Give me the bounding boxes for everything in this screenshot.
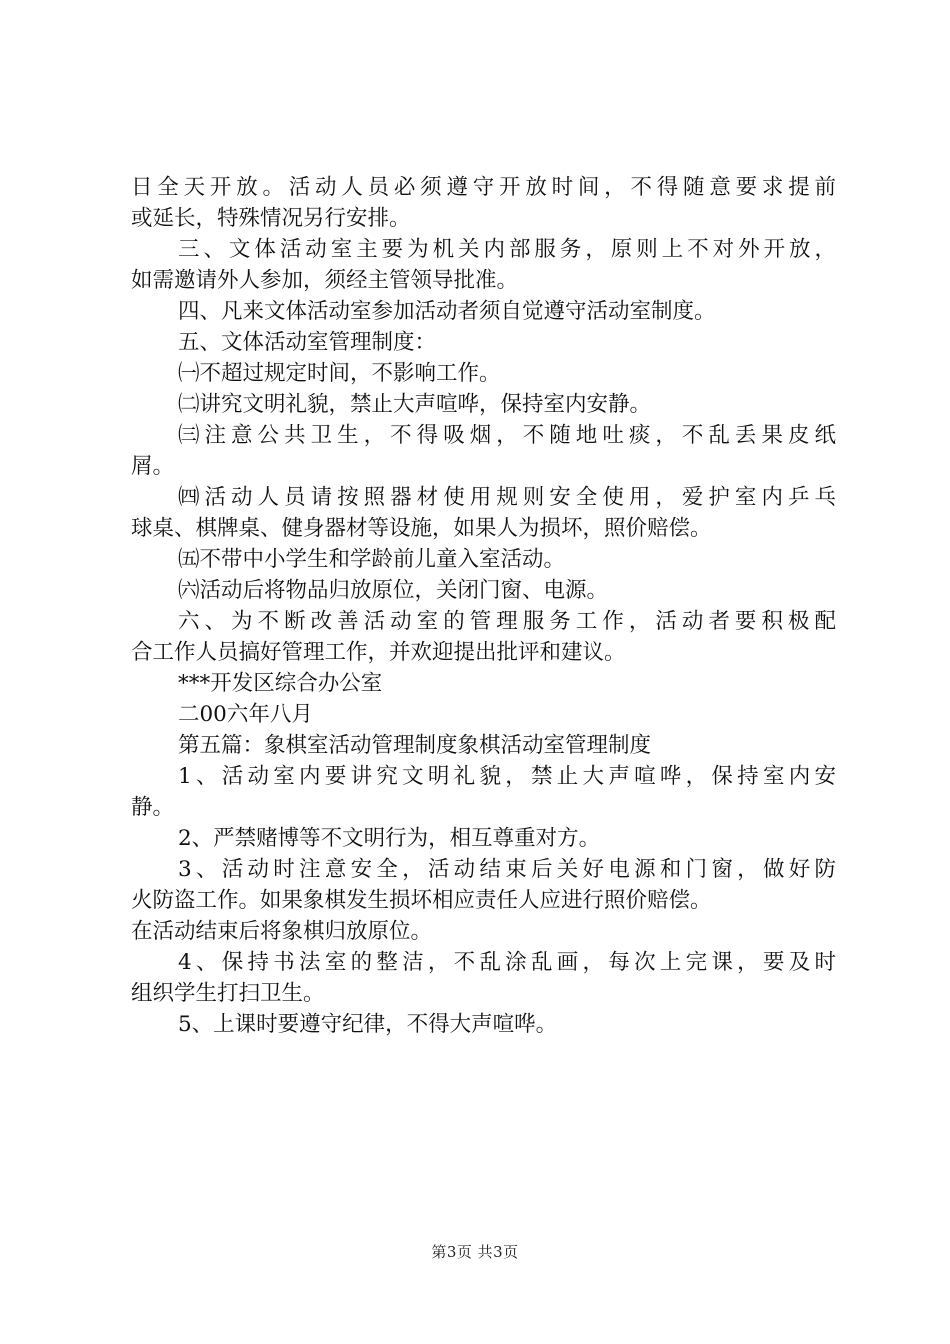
document-line (131, 730, 836, 761)
document-line (131, 792, 836, 823)
document-line-text: 第五篇：象棋室活动管理制度象棋活动室管理制度 (178, 733, 652, 758)
document-line (131, 761, 836, 792)
document-line-text: 二00六年八月 (178, 702, 313, 727)
document-line (131, 420, 836, 451)
document-line-text: 组织学生打扫卫生。 (131, 981, 325, 1006)
document-line (131, 637, 836, 668)
document-line (131, 606, 836, 637)
document-line (131, 668, 836, 699)
document-line-text: ㈠不超过规定时间，不影响工作。 (178, 361, 501, 386)
document-line (131, 203, 836, 234)
document-line-text: 3、活动时注意安全，活动结束后关好电源和门窗，做好防 (178, 857, 836, 882)
document-line (131, 978, 836, 1009)
document-line (131, 854, 836, 885)
document-line-text: 合工作人员搞好管理工作，并欢迎提出批评和建议。 (131, 640, 626, 665)
document-line-text: 5、上课时要遵守纪律，不得大声喧哗。 (178, 1012, 558, 1037)
document-line (131, 885, 836, 916)
document-line (131, 482, 836, 513)
document-line-text: ㈤不带中小学生和学龄前儿童入室活动。 (178, 547, 566, 572)
document-line (131, 358, 836, 389)
document-line-text: 静。 (131, 795, 175, 820)
document-line (131, 947, 836, 978)
document-line-text: 或延长，特殊情况另行安排。 (131, 206, 411, 231)
document-line-text: 如需邀请外人参加，须经主管领导批准。 (131, 268, 519, 293)
document-line-text: ㈡讲究文明礼貌，禁止大声喧哗，保持室内安静。 (178, 392, 652, 417)
document-line-text: 球桌、棋牌桌、健身器材等设施，如果人为损坏，照价赔偿。 (131, 516, 712, 541)
document-line (131, 699, 836, 730)
document-line (131, 172, 836, 203)
document-line (131, 823, 836, 854)
document-line (131, 575, 836, 606)
document-line-text: 火防盗工作。如果象棋发生损坏相应责任人应进行照价赔偿。 (131, 888, 712, 913)
document-line (131, 916, 836, 947)
document-line-text: ㈢注意公共卫生，不得吸烟，不随地吐痰，不乱丢果皮纸 (178, 423, 836, 448)
document-line-text: 在活动结束后将象棋归放原位。 (131, 919, 433, 944)
document-line-text: 2、严禁赌博等不文明行为，相互尊重对方。 (178, 826, 601, 851)
document-line-text: 4、保持书法室的整洁，不乱涂乱画，每次上完课，要及时 (178, 950, 836, 975)
document-line (131, 451, 836, 482)
document-line-text: ㈣活动人员请按照器材使用规则安全使用，爱护室内乒乓 (178, 485, 836, 510)
document-line-text: ***开发区综合办公室 (178, 671, 383, 696)
document-line (131, 544, 836, 575)
document-line-text: 日全天开放。活动人员必须遵守开放时间，不得随意要求提前 (131, 175, 836, 200)
document-line-text: 三、文体活动室主要为机关内部服务，原则上不对外开放， (178, 237, 836, 262)
document-line-text: 屑。 (131, 454, 175, 479)
document-line-text: 1、活动室内要讲究文明礼貌，禁止大声喧哗，保持室内安 (178, 764, 836, 789)
document-line (131, 234, 836, 265)
document-line-text: 四、凡来文体活动室参加活动者须自觉遵守活动室制度。 (178, 299, 716, 324)
document-line (131, 389, 836, 420)
document-line (131, 513, 836, 544)
document-line (131, 296, 836, 327)
page-footer: 第3页 共3页 (431, 1243, 519, 1261)
document-line-text: 六、为不断改善活动室的管理服务工作，活动者要积极配 (178, 609, 836, 634)
document-line (131, 1009, 836, 1040)
document-body (131, 172, 836, 1040)
document-line-text: 五、文体活动室管理制度： (178, 330, 437, 355)
document-line (131, 327, 836, 358)
document-line-text: ㈥活动后将物品归放原位，关闭门窗、电源。 (178, 578, 609, 603)
document-line (131, 265, 836, 296)
